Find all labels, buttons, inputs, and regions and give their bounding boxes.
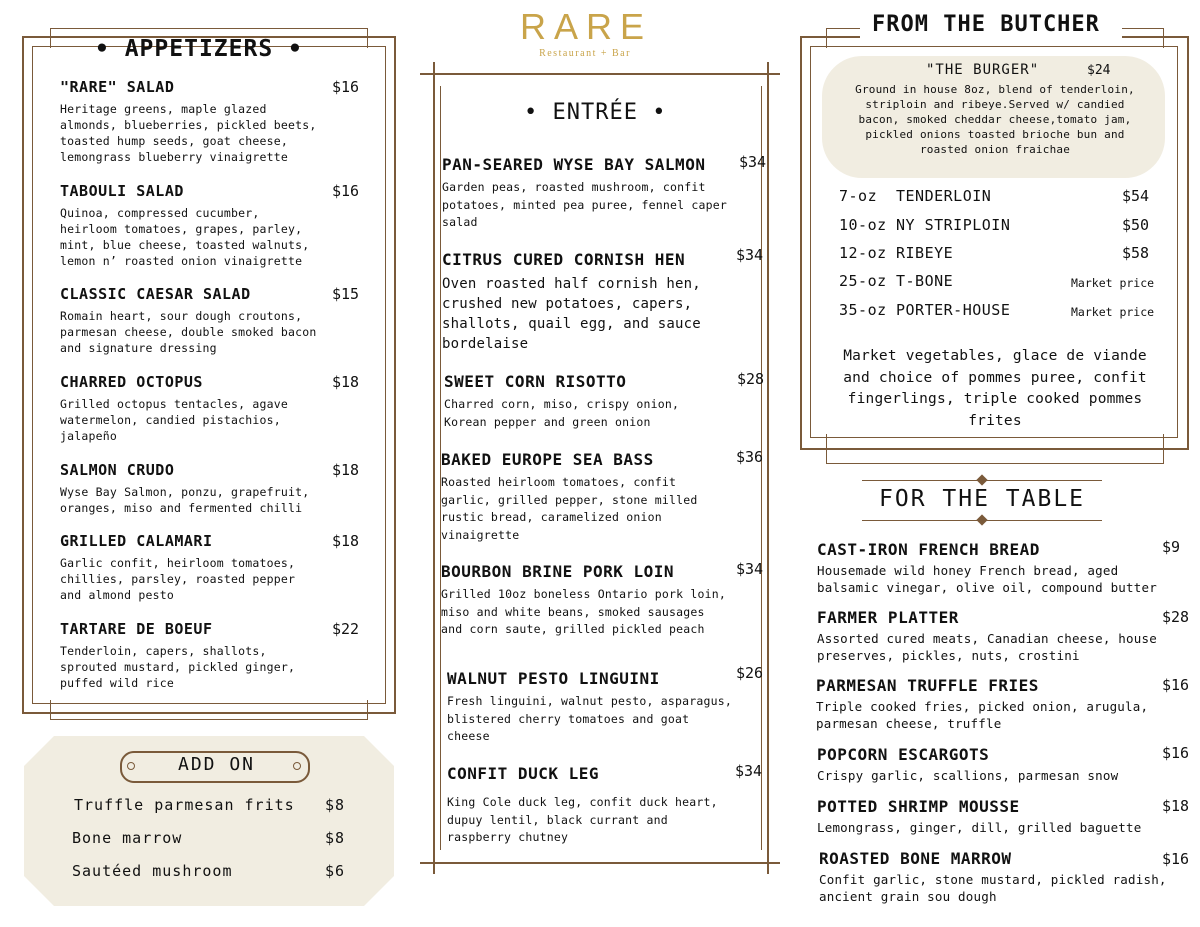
- appetizer-description: Tenderloin, capers, shallots, sprouted mustard, pickled ginger, puffed wild rice: [60, 644, 296, 690]
- burger-name: "THE BURGER": [926, 62, 1040, 78]
- appetizer-price: $22: [332, 620, 360, 638]
- table-item-name: ROASTED BONE MARROW: [819, 849, 1012, 868]
- cut-size: 35-oz: [839, 301, 887, 319]
- entree-description: Charred corn, miso, crispy onion, Korean pepper and green onion: [444, 397, 680, 429]
- entree-price: $26: [736, 664, 764, 682]
- entree-name: CITRUS CURED CORNISH HEN: [442, 250, 686, 269]
- appetizer-price: $18: [332, 373, 360, 391]
- entree-name: WALNUT PESTO LINGUINI: [447, 669, 660, 688]
- entree-description: Fresh linguini, walnut pesto, asparagus, blistered cherry tomatoes and goat cheese: [447, 694, 732, 743]
- addon-item-name: Truffle parmesan frits: [74, 796, 295, 814]
- entree-description: King Cole duck leg, confit duck heart, dupuy lentil, black currant and raspberry chutney: [447, 795, 718, 844]
- addon-item-name: Sautéed mushroom: [72, 862, 233, 880]
- cut-name: RIBEYE: [896, 244, 954, 262]
- table-item-description: Crispy garlic, scallions, parmesan snow: [817, 768, 1119, 783]
- cut-size: 7-oz: [839, 187, 878, 205]
- diamond-ornament-top: [976, 474, 987, 485]
- addon-item-price: $8: [325, 796, 346, 814]
- appetizer-description: Garlic confit, heirloom tomatoes, chillies, parsley, roasted pepper and almond pesto: [60, 556, 296, 602]
- burger-price: $24: [1087, 63, 1111, 78]
- table-item-description: Triple cooked fries, picked onion, arugula, parmesan cheese, truffle: [816, 699, 1149, 731]
- entree-description: Roasted heirloom tomatoes, confit garlic, grilled pepper, stone milled rustic bread, caramelized onion vinaigrette: [441, 475, 698, 542]
- entree-name: BAKED EUROPE SEA BASS: [441, 450, 654, 469]
- entree-description: Oven roasted half cornish hen, crushed new potatoes, capers, shallots, quail egg, and sauce bordelaise: [442, 276, 701, 352]
- appetizer-price: $18: [332, 532, 360, 550]
- appetizer-name: "RARE" SALAD: [60, 78, 175, 96]
- table-item-description: Assorted cured meats, Canadian cheese, house preserves, pickles, nuts, crostini: [817, 631, 1157, 663]
- cut-price: $54: [1122, 187, 1150, 205]
- table-item-description: Housemade wild honey French bread, aged balsamic vinegar, olive oil, compound butter: [817, 563, 1157, 595]
- entree-price: $34: [735, 762, 763, 780]
- entree-name: CONFIT DUCK LEG: [447, 764, 599, 783]
- cut-name: PORTER-HOUSE: [896, 301, 1011, 319]
- entree-price: $36: [736, 448, 764, 466]
- cut-size: 12-oz: [839, 244, 887, 262]
- butcher-note: Market vegetables, glace de viande and choice of pommes puree, confit fingerlings, triple cooked pommes frites: [843, 348, 1147, 429]
- burger-description: Ground in house 8oz, blend of tenderloin, striploin and ribeye.Served w/ candied bacon, smoked cheddar cheese,tomato jam, pickled onions toasted brioche bun and roasted onion fraichae: [855, 83, 1135, 156]
- entree-name: BOURBON BRINE PORK LOIN: [441, 562, 675, 581]
- entree-right-rule: [767, 62, 769, 874]
- table-item-description: Confit garlic, stone mustard, pickled radish, ancient grain sou dough: [819, 872, 1167, 904]
- cut-name: T-BONE: [896, 272, 954, 290]
- appetizer-name: CLASSIC CAESAR SALAD: [60, 285, 251, 303]
- entree-price: $28: [737, 370, 765, 388]
- table-item-name: FARMER PLATTER: [817, 608, 959, 627]
- table-item-price: $16: [1162, 744, 1190, 762]
- addon-item-price: $8: [325, 829, 346, 847]
- appetizers-heading: • APPETIZERS •: [95, 36, 303, 62]
- cut-size: 10-oz: [839, 216, 887, 234]
- appetizer-description: Heritage greens, maple glazed almonds, blueberries, pickled beets, toasted hump seeds, goat cheese, lemongrass blueberry vinaigrette: [60, 102, 317, 164]
- table-item-name: PARMESAN TRUFFLE FRIES: [816, 676, 1039, 695]
- butcher-heading: FROM THE BUTCHER: [872, 12, 1100, 37]
- table-heading: FOR THE TABLE: [879, 486, 1086, 512]
- appetizer-price: $15: [332, 285, 360, 303]
- entree-right-inner-rule: [761, 86, 762, 850]
- brand-name: RARE: [520, 6, 653, 47]
- brand-tagline: Restaurant + Bar: [539, 48, 631, 59]
- entree-bottom-rule: [420, 862, 780, 864]
- addon-heading: ADD ON: [178, 754, 256, 775]
- entree-top-rule: [420, 73, 780, 75]
- entree-description: Grilled 10oz boneless Ontario pork loin, miso and white beans, smoked sausages and corn saute, grilled pickled peach: [441, 587, 726, 636]
- appetizer-price: $16: [332, 78, 360, 96]
- cut-price: Market price: [1071, 305, 1155, 319]
- table-item-price: $16: [1162, 850, 1190, 868]
- brand-logo: [520, 6, 653, 59]
- appetizer-description: Grilled octopus tentacles, agave watermelon, candied pistachios, jalapeño: [60, 397, 288, 443]
- diamond-ornament-bottom: [976, 514, 987, 525]
- appetizer-price: $18: [332, 461, 360, 479]
- table-item-description: Lemongrass, ginger, dill, grilled baguette: [817, 820, 1142, 835]
- entree-name: SWEET CORN RISOTTO: [444, 372, 627, 391]
- appetizer-description: Quinoa, compressed cucumber, heirloom tomatoes, grapes, parley, mint, blue cheese, toasted walnuts, lemon n’ roasted onion vinaigrette: [60, 206, 310, 268]
- ornament-dot-right: [293, 762, 301, 770]
- cut-price: Market price: [1071, 276, 1155, 290]
- appetizer-name: TARTARE DE BOEUF: [60, 620, 213, 638]
- cut-price: $50: [1122, 216, 1150, 234]
- cut-name: NY STRIPLOIN: [896, 216, 1011, 234]
- appetizer-description: Wyse Bay Salmon, ponzu, grapefruit, oranges, miso and fermented chilli: [60, 485, 310, 515]
- entree-left-rule: [433, 62, 435, 874]
- table-item-name: POTTED SHRIMP MOUSSE: [817, 797, 1020, 816]
- ornament-dot-left: [127, 762, 135, 770]
- addon-item-price: $6: [325, 862, 346, 880]
- appetizer-name: TABOULI SALAD: [60, 182, 184, 200]
- entree-price: $34: [736, 560, 764, 578]
- entree-name: PAN-SEARED WYSE BAY SALMON: [442, 155, 706, 174]
- cut-price: $58: [1122, 244, 1150, 262]
- appetizer-name: CHARRED OCTOPUS: [60, 373, 203, 391]
- addon-item-name: Bone marrow: [72, 829, 183, 847]
- table-item-price: $18: [1162, 797, 1190, 815]
- entree-description: Garden peas, roasted mushroom, confit potatoes, minted pea puree, fennel caper salad: [442, 180, 727, 229]
- table-item-name: CAST-IRON FRENCH BREAD: [817, 540, 1040, 559]
- table-item-price: $9: [1162, 538, 1181, 556]
- entree-price: $34: [739, 153, 767, 171]
- appetizer-name: SALMON CRUDO: [60, 461, 175, 479]
- appetizer-price: $16: [332, 182, 360, 200]
- appetizer-description: Romain heart, sour dough croutons, parmesan cheese, double smoked bacon and signature dressing: [60, 309, 317, 355]
- entree-price: $34: [736, 246, 764, 264]
- cut-size: 25-oz: [839, 272, 887, 290]
- table-item-name: POPCORN ESCARGOTS: [817, 745, 990, 764]
- appetizer-name: GRILLED CALAMARI: [60, 532, 213, 550]
- table-item-price: $16: [1162, 676, 1190, 694]
- table-item-price: $28: [1162, 608, 1190, 626]
- entree-heading: • ENTRÉE •: [524, 100, 667, 125]
- cut-name: TENDERLOIN: [896, 187, 992, 205]
